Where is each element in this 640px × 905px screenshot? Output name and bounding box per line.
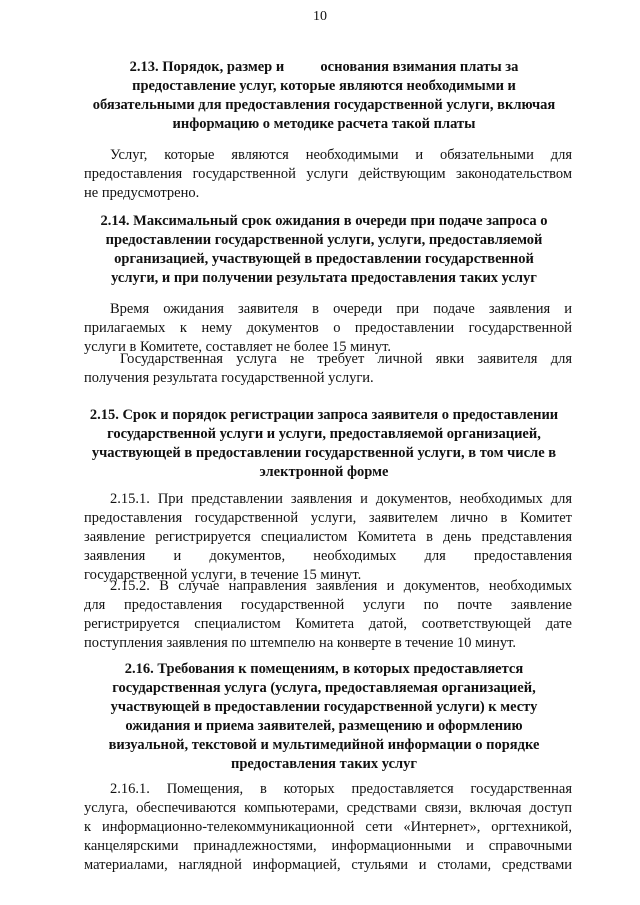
- heading-line: ожидания и приема заявителей, размещению и оформлению: [125, 718, 523, 734]
- heading-line: участвующей в предоставлении государственной услуги, в том числе в: [91, 445, 557, 461]
- section-2-15-1-paragraph: [84, 490, 572, 585]
- heading-line: услуги, и при получении результата предоставления таких услуг: [111, 270, 537, 286]
- heading-line: участвующей в предоставлении государственной услуги) к месту: [110, 699, 538, 715]
- paragraph-line: поступления заявления по штемпелю на конверте в течение 10 минут.: [84, 635, 516, 651]
- heading-line: предоставление услуг, которые являются необходимыми и: [132, 78, 516, 94]
- paragraph-line: прилагаемых к нему документов о предоставлении государственной: [84, 320, 572, 336]
- section-2-14-paragraph-1: [84, 300, 572, 357]
- heading-line: предоставлении государственной услуги, услуги, предоставляемой: [105, 232, 543, 248]
- paragraph-line: Время ожидания заявителя в очереди при подаче заявления и: [110, 301, 572, 317]
- paragraph-line: 2.15.2. В случае направления заявления и документов, необходимых: [110, 578, 572, 594]
- heading-line: 2.14. Максимальный срок ожидания в очереди при подаче запроса о: [100, 213, 548, 229]
- heading-line: государственной услуги и услуги, предоставляемой организацией,: [107, 426, 541, 442]
- paragraph-line: к информационно-телекоммуникационной сети «Интернет», оргтехникой,: [84, 819, 572, 835]
- heading-line: визуальной, текстовой и мультимедийной информации о порядке: [108, 737, 540, 753]
- heading-line: обязательными для предоставления государственной услуги, включая: [92, 97, 556, 113]
- page-number: 10: [313, 9, 327, 24]
- paragraph-line: канцелярскими принадлежностями, информационными и справочными: [84, 838, 572, 854]
- heading-line: 2.16. Требования к помещениям, в которых предоставляется: [124, 661, 524, 677]
- heading-line: государственная услуга (услуга, предоставляемая организацией,: [112, 680, 536, 696]
- section-2-13-paragraph: [84, 146, 572, 203]
- section-2-15-heading: [70, 406, 578, 482]
- section-2-13-heading: [70, 58, 578, 134]
- paragraph-line: предоставления государственной услуги действующим законодательством: [84, 166, 572, 182]
- section-2-16-heading: [70, 660, 578, 774]
- paragraph-line: получения результата государственной услуги.: [84, 370, 374, 386]
- heading-line: организацией, участвующей в предоставлении государственной: [114, 251, 534, 267]
- paragraph-line: материалами, наглядной информацией, стульями и столами, средствами: [84, 857, 572, 873]
- section-2-16-1-paragraph: [84, 780, 572, 875]
- paragraph-line: Услуг, которые являются необходимыми и обязательными для: [110, 147, 572, 163]
- paragraph-line: 2.16.1. Помещения, в которых предоставляется государственная: [110, 781, 572, 797]
- heading-line: предоставления таких услуг: [231, 756, 417, 772]
- paragraph-line: Государственная услуга не требует личной явки заявителя для: [120, 351, 572, 367]
- section-2-15-2-paragraph: [84, 577, 572, 653]
- paragraph-line: государственной услуги, в течение 15 минут.: [84, 567, 362, 583]
- heading-line: электронной форме: [259, 464, 389, 480]
- heading-line: 2.13. Порядок, размер и основания взимания платы за: [129, 59, 519, 75]
- heading-line: 2.15. Срок и порядок регистрации запроса заявителя о предоставлении: [89, 407, 559, 423]
- paragraph-line: услуга, обеспечиваются компьютерами, средствами связи, включая доступ: [84, 800, 572, 816]
- section-2-14-heading: [70, 212, 578, 288]
- heading-line: информацию о методике расчета такой платы: [172, 116, 476, 132]
- paragraph-line: предоставления государственной услуги, заявителем лично в Комитет: [84, 510, 572, 526]
- paragraph-line: заявление регистрируется специалистом Комитета в день представления: [84, 529, 572, 545]
- paragraph-line: услуги в Комитете, составляет не более 15 минут.: [84, 339, 391, 355]
- paragraph-line: регистрируется специалистом Комитета датой, соответствующей дате: [84, 616, 572, 632]
- paragraph-line: для предоставления государственной услуги по почте заявление: [84, 597, 572, 613]
- paragraph-line: не предусмотрено.: [84, 185, 200, 201]
- paragraph-line: заявления и документов, необходимых для предоставления: [84, 548, 572, 564]
- paragraph-line: 2.15.1. При представлении заявления и документов, необходимых для: [110, 491, 572, 507]
- section-2-14-paragraph-2: [84, 350, 572, 388]
